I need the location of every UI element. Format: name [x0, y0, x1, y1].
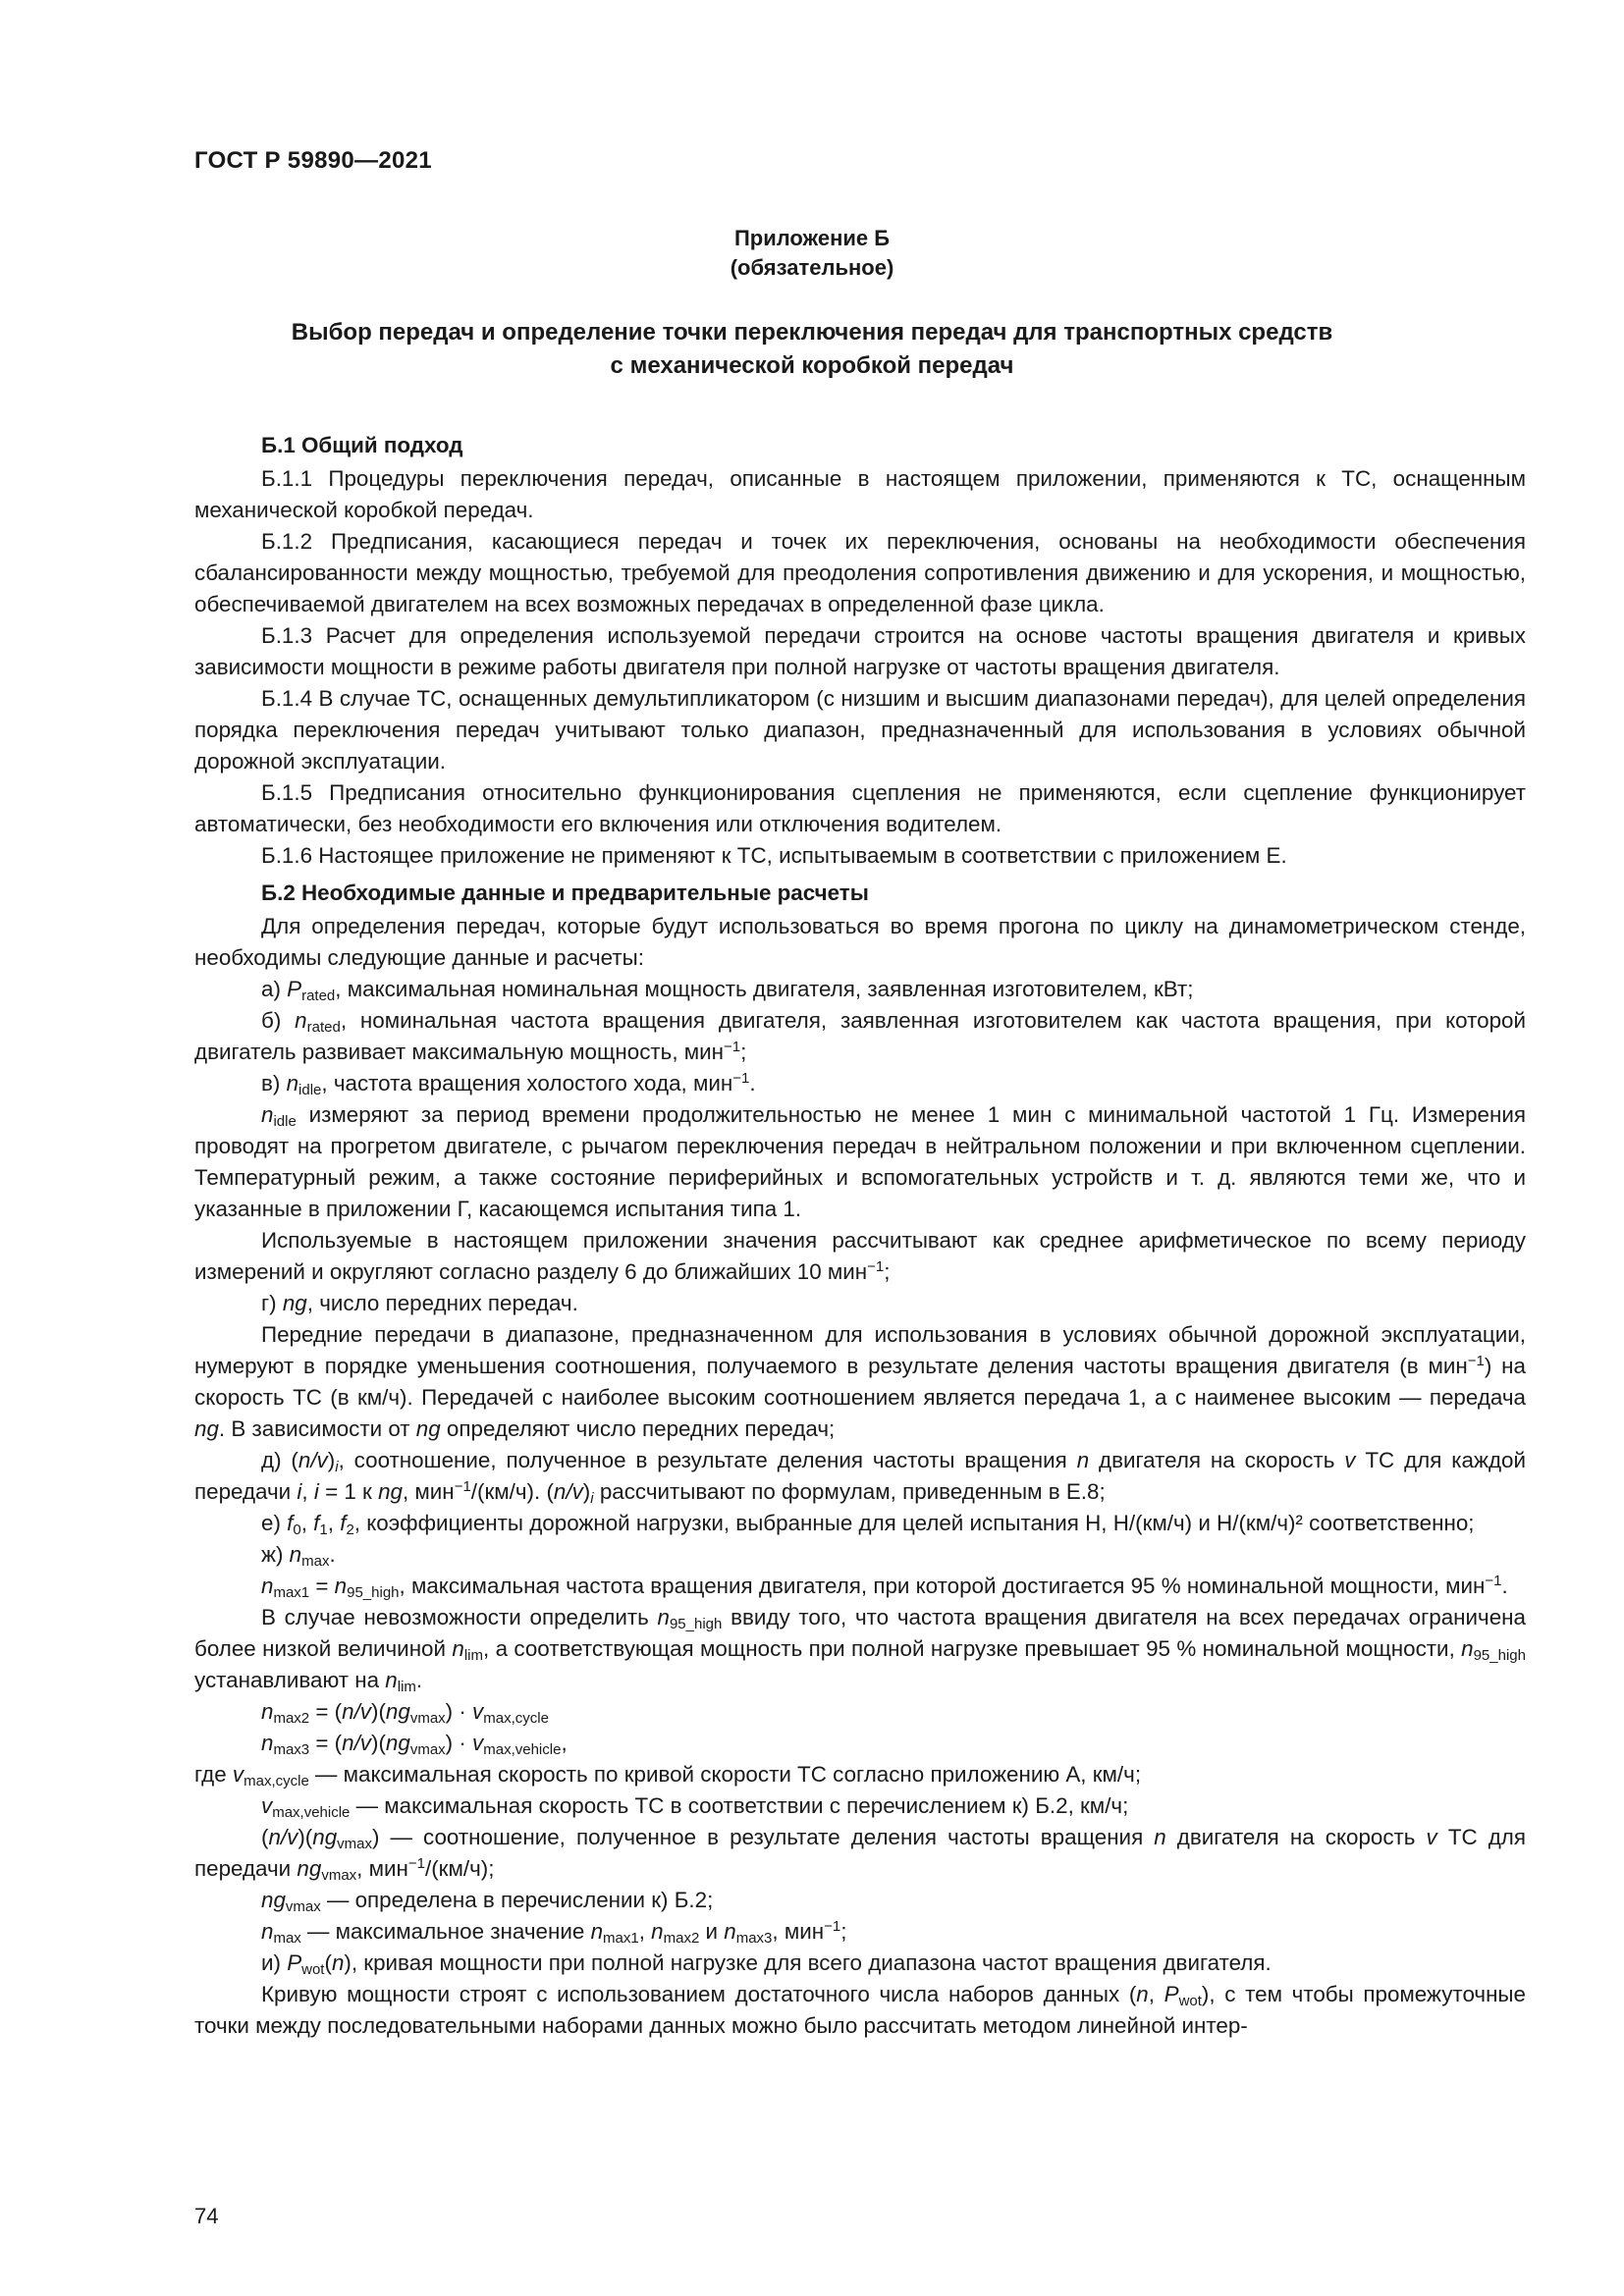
section-heading-b2: Б.2 Необходимые данные и предварительные расчеты	[261, 881, 869, 905]
annex-heading	[0, 224, 1624, 283]
list-item-a: а) $P_{rated}$, максимальная номинальная мощность двигателя, заявленная изготовителем, кВт;	[261, 977, 1194, 1004]
paragraph-b1-5: Б.1.5 Предписания относительно функционирования сцепления не применяются, если сцепление функционирует автоматически, без необходимости его включения или отключения водителем.	[194, 780, 1526, 836]
where-vmax-vehicle: $v_{max,vehicle}$ — максимальная скорость ТС в соответствии с перечислением к) Б.2, км/ч;	[261, 1793, 1129, 1821]
annex-title-line-2: с механической коробкой передач	[610, 352, 1014, 379]
annex-title	[0, 316, 1624, 383]
paragraph-b1-1: Б.1.1 Процедуры переключения передач, описанные в настоящем приложении, применяются к ТС, оснащенным механической коробкой передач.	[194, 466, 1526, 522]
list-item-b: б) $n_{rated}$, номинальная частота вращения двигателя, заявленная изготовителем как частота вращения, при которой двигатель развивает максимальную мощность, мин$^{-1}$;	[194, 1008, 1526, 1064]
paragraph-b1-2: Б.1.2 Предписания, касающиеся передач и точек их переключения, основаны на необходимости обеспечения сбалансированности между мощностью, требуемой для преодоления сопротивления движению и для ускорения, и мощностью, обеспечиваемой двигателем на всех возможных передачах в определенной фазе цикла.	[194, 529, 1526, 616]
page-number: 74	[194, 2204, 219, 2228]
paragraph-b1-6: Б.1.6 Настоящее приложение не применяют к ТС, испытываемым в соответствии с приложением Е.	[261, 843, 1287, 868]
annex-title-line-1: Выбор передач и определение точки переключения передач для транспортных средств	[291, 319, 1333, 346]
annex-status: (обязательное)	[730, 255, 894, 280]
where-ngvmax: $ng_{vmax}$ — определена в перечислении к) Б.2;	[261, 1888, 714, 1915]
where-nmax: $n_{max}$ — максимальное значение $n_{max1}$, $n_{max2}$ и $n_{max3}$, мин$^{-1}$;	[261, 1918, 847, 1947]
list-item-e: е) $f_0$, $f_1$, $f_2$, коэффициенты дорожной нагрузки, выбранные для целей испытания Н, Н/(км/ч) и Н/(км/ч)² соответственно;	[261, 1511, 1475, 1538]
where-nv-ngvmax: $(n/v)(ng_{vmax})$ — соотношение, полученное в результате деления частоты вращения n двигателя на скорость v ТС для передачи $ng_{vmax}$, мин$^{-1}$/(км/ч);	[194, 1825, 1526, 1884]
averaging-note: Используемые в настоящем приложении значения рассчитывают как среднее арифметическое по всему периоду измерений и округляют согласно разделу 6 до ближайших 10 мин$^{-1}$;	[194, 1228, 1526, 1284]
n95high-fallback-note: В случае невозможности определить $n_{95\_high}$ ввиду того, что частота вращения двигателя на всех передачах ограничена более низкой величиной $n_{lim}$, а соответствующая мощность при полной нагрузке превышает 95 % номинальной мощности, $n_{95\_high}$ устанавливают на $n_{lim}$.	[194, 1605, 1526, 1695]
where-vmax-cycle: где $v_{max,cycle}$ — максимальная скорость по кривой скорости ТС согласно приложению А, км/ч;	[194, 1762, 1142, 1789]
paragraph-b1-3: Б.1.3 Расчет для определения используемой передачи строится на основе частоты вращения двигателя и кривых зависимости мощности в режиме работы двигателя при полной нагрузке от частоты вращения двигателя.	[194, 623, 1526, 679]
power-curve-note: Кривую мощности строят с использованием достаточного числа наборов данных (n, $P_{wot}$), с тем чтобы промежуточные точки между последовательными наборами данных можно было рассчитать методом линейной интер-	[194, 1982, 1526, 2038]
annex-name: Приложение Б	[733, 226, 891, 250]
section-heading-b1: Б.1 Общий подход	[261, 433, 463, 457]
list-item-v: в) $n_{idle}$, частота вращения холостого хода, мин$^{-1}$.	[261, 1070, 756, 1098]
nmax3-formula: $n_{max3} = (n/v)(ng_{vmax}) \cdot v_{max,vehicle}$,	[261, 1731, 568, 1758]
paragraph-b1-4: Б.1.4 В случае ТС, оснащенных демультипликатором (с низшим и высшим диапазонами передач), для целей определения порядка переключения передач учитывают только диапазон, предназначенный для использования в условиях обычной дорожной эксплуатации.	[194, 686, 1526, 774]
nmax2-formula: $n_{max2} = (n/v)(ng_{vmax}) \cdot v_{max,cycle}$	[261, 1699, 549, 1727]
document-code: ГОСТ Р 59890—2021	[194, 147, 432, 174]
nmax1-definition: $n_{max1} = n_{95\_high}$, максимальная частота вращения двигателя, при которой достигается 95 % номинальной мощности, мин$^{-1}$.	[261, 1573, 1508, 1601]
list-item-zh: ж) $n_{max}$.	[261, 1542, 336, 1570]
paragraph-b2-intro: Для определения передач, которые будут использоваться во время прогона по циклу на динамометрическом стенде, необходимы следующие данные и расчеты:	[194, 914, 1526, 970]
gear-numbering-note: Передние передачи в диапазоне, предназначенном для использования в условиях обычной дорожной эксплуатации, нумеруют в порядке уменьшения соотношения, получаемого в результате деления частоты вращения двигателя (в мин$^{-1}$) на скорость ТС (в км/ч). Передачей с наиболее высоким соотношением является передача 1, а с наименее высоким — передача ng. В зависимости от ng определяют число передних передач;	[194, 1322, 1526, 1441]
list-item-i: и) $P_{wot}(n)$, кривая мощности при полной нагрузке для всего диапазона частот вращения двигателя.	[261, 1950, 1272, 1978]
idle-measurement-note: $n_{idle}$ измеряют за период времени продолжительностью не менее 1 мин с минимальной частотой 1 Гц. Измерения проводят на прогретом двигателе, с рычагом переключения передач в нейтральном положении и при включенном сцеплении. Температурный режим, а также состояние периферийных и вспомогательных устройств и т. д. являются теми же, что и указанные в приложении Г, касающемся испытания типа 1.	[194, 1102, 1526, 1221]
list-item-g: г) ng, число передних передач.	[261, 1291, 578, 1315]
document-body	[194, 424, 1526, 2042]
list-item-d: д) $(n/v)_i$, соотношение, полученное в результате деления частоты вращения n двигателя на скорость v ТС для каждой передачи i, i = 1 к ng, мин$^{-1}$/(км/ч). $(n/v)_i$ рассчитывают по формулам, приведенным в Е.8;	[194, 1448, 1526, 1507]
